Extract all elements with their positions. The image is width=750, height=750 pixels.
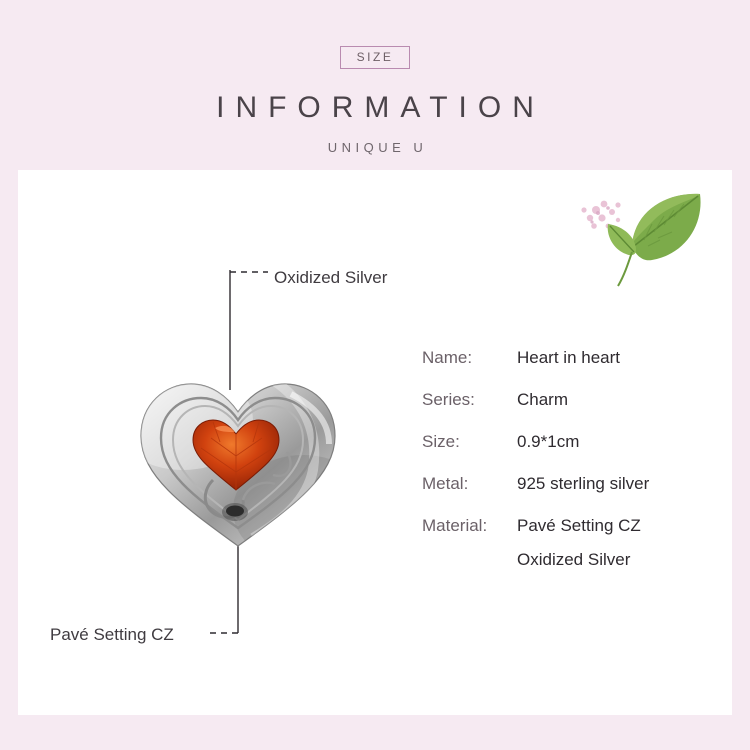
info-card — [18, 170, 732, 715]
spec-row — [422, 348, 722, 368]
spec-key: Size: — [422, 432, 460, 451]
size-badge: SIZE — [340, 46, 411, 69]
spec-key: Series: — [422, 390, 475, 409]
spec-row — [422, 390, 722, 410]
spec-key: Name: — [422, 348, 473, 367]
spec-value-extra: Oxidized Silver — [517, 550, 631, 569]
spec-list — [422, 348, 722, 570]
spec-value: 0.9*1cm — [517, 432, 580, 451]
callout-top-label: Oxidized Silver — [274, 268, 388, 287]
spec-value: Pavé Setting CZ — [517, 516, 641, 535]
spec-value: 925 sterling silver — [517, 474, 650, 493]
spec-row — [422, 432, 722, 452]
spec-value: Charm — [517, 390, 569, 409]
spec-row — [422, 474, 722, 494]
page-title: INFORMATION — [216, 91, 545, 124]
leaf-decoration-icon — [574, 180, 714, 310]
product-image — [123, 360, 358, 570]
page-header — [0, 0, 750, 168]
spec-row — [422, 516, 722, 536]
spec-value: Heart in heart — [517, 348, 620, 367]
spec-key: Material: — [422, 516, 488, 535]
page-subtitle: UNIQUE U — [327, 140, 428, 155]
spec-key: Metal: — [422, 474, 469, 493]
callout-bottom-label: Pavé Setting CZ — [50, 625, 174, 644]
